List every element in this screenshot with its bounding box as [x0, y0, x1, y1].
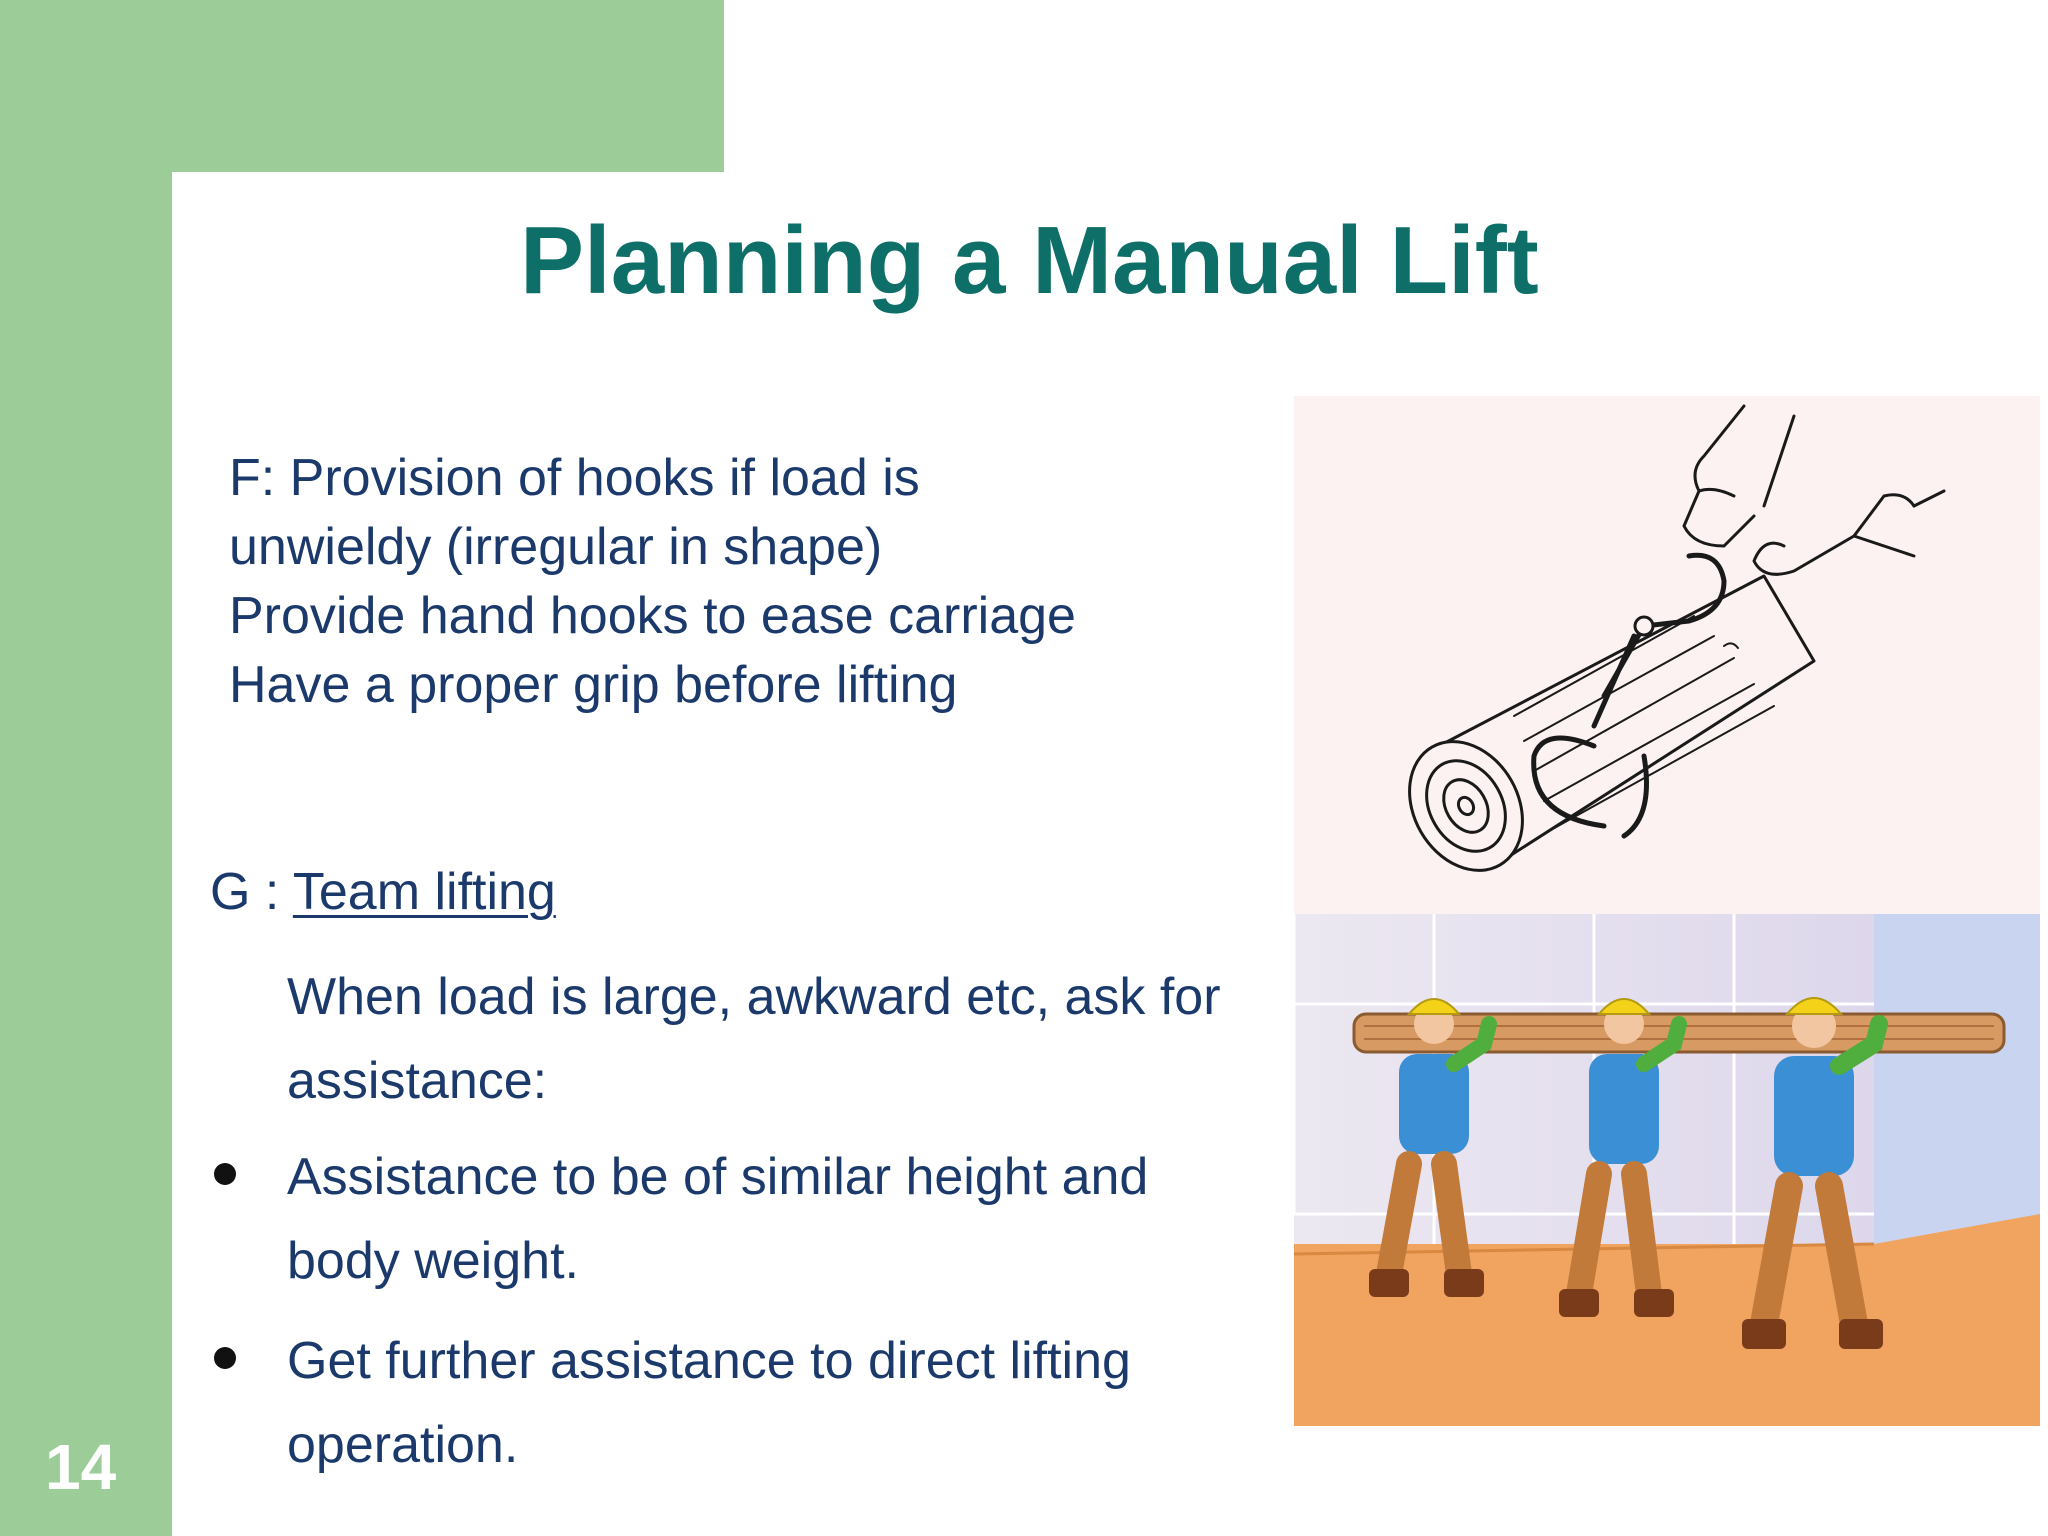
bullet-icon [214, 1347, 236, 1369]
team-lifting-heading: Team lifting [292, 863, 556, 921]
bullet-text: Assistance to be of similar height and body weight. [287, 1148, 1149, 1290]
page-number: 14 [45, 1431, 117, 1503]
section-g-heading [210, 862, 556, 922]
section-f-line: unwieldy (irregular in shape) [229, 518, 883, 576]
left-green-band [0, 0, 172, 1536]
team-lifting-drawing [1294, 914, 2040, 1426]
bullet-item [210, 1319, 1250, 1487]
section-g-prefix: G : [210, 863, 293, 921]
bullet-item [210, 1135, 1250, 1303]
log-hook-drawing [1294, 396, 2040, 914]
section-f-line: Have a proper grip before lifting [229, 656, 958, 714]
bullet-list [210, 1135, 1250, 1503]
section-g-intro: When load is large, awkward etc, ask for assistance: [287, 968, 1221, 1110]
section-f-line: Provide hand hooks to ease carriage [229, 587, 1076, 645]
bullet-icon [214, 1163, 236, 1185]
top-green-band [0, 0, 724, 172]
team-lifting-illustration [1294, 914, 2040, 1426]
section-f-text [229, 444, 1229, 720]
log-hook-illustration [1294, 396, 2040, 914]
slide-title: Planning a Manual Lift [520, 207, 1539, 314]
section-f-line: F: Provision of hooks if load is [229, 449, 920, 507]
bullet-text: Get further assistance to direct lifting operation. [287, 1332, 1131, 1474]
